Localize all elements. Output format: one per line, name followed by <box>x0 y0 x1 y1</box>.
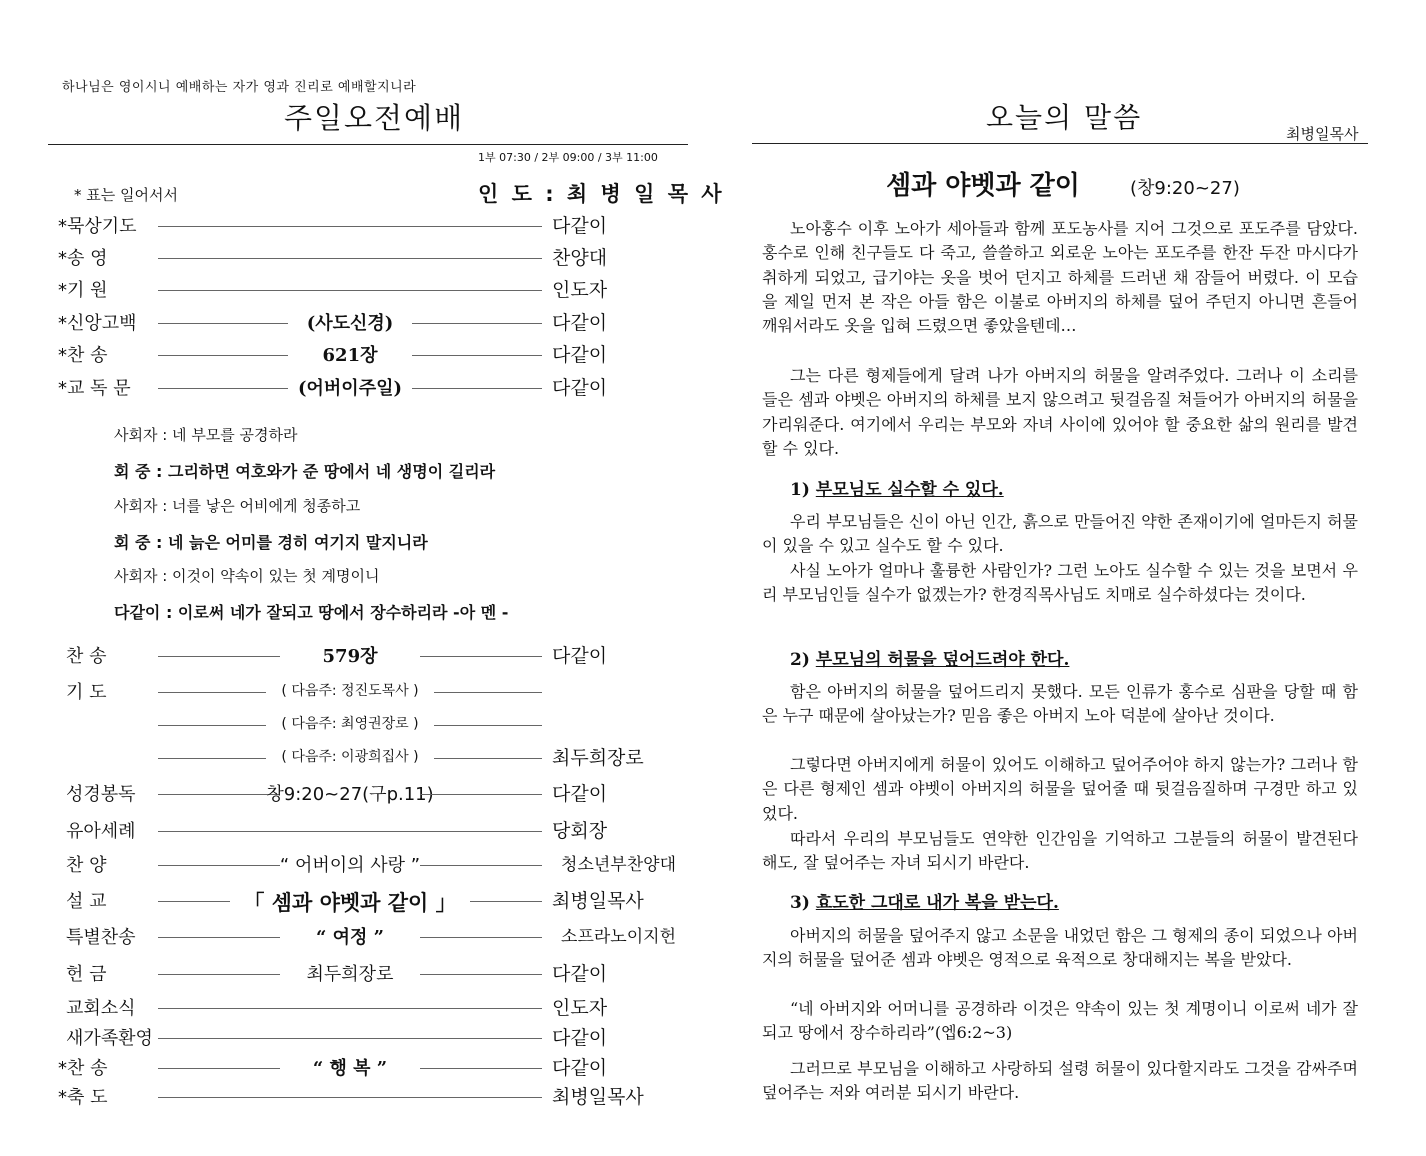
leader-dots <box>420 974 542 975</box>
order-label: 새가족환영 <box>66 1028 153 1049</box>
order-item: “ 행 복 ” <box>312 1058 388 1079</box>
responsive-line: 사회자 : 네 부모를 공경하라 <box>114 426 298 444</box>
leader-dots <box>158 226 542 227</box>
order-leader: 다같이 <box>552 215 608 237</box>
leader-dots <box>158 258 542 259</box>
order-leader: 당회장 <box>552 820 608 842</box>
leader-dots <box>470 901 542 902</box>
order-leader: 인도자 <box>552 997 608 1019</box>
responsive-line: 사회자 : 이것이 약속이 있는 첫 계명이니 <box>114 567 380 585</box>
leader-dots <box>412 323 542 324</box>
order-item: 창9:20~27(구p.11) <box>266 784 434 805</box>
order-leader: 인도자 <box>552 279 608 301</box>
point-number: 3) <box>790 893 810 913</box>
order-label: *교 독 문 <box>58 378 131 399</box>
order-item: 621장 <box>322 345 378 366</box>
leader-dots <box>158 937 280 938</box>
service-times: 1부 07:30 / 2부 09:00 / 3부 11:00 <box>478 151 658 164</box>
order-item: ( 다음주: 이광희집사 ) <box>281 749 419 765</box>
leader-dots <box>158 758 266 759</box>
order-label: 유아세례 <box>66 821 136 842</box>
order-label: 찬 송 <box>66 646 107 667</box>
order-item: 최두희장로 <box>306 964 394 985</box>
order-label: 교회소식 <box>66 998 136 1019</box>
leader-dots <box>158 692 266 693</box>
leader-dots <box>434 758 542 759</box>
responsive-line: 회 중 : 그리하면 여호와가 준 땅에서 네 생명이 길리라 <box>114 462 496 481</box>
order-label: *신앙고백 <box>58 313 137 334</box>
standing-note: * 표는 일어서서 <box>74 186 178 204</box>
leader-dots <box>158 323 288 324</box>
responsive-line: 다같이 : 이로써 네가 잘되고 땅에서 장수하리라 -아 멘 - <box>114 603 509 622</box>
message-title: 오늘의 말씀 <box>986 101 1143 134</box>
responsive-line: 회 중 : 네 늙은 어미를 경히 여기지 말지니라 <box>114 533 428 552</box>
paragraph: 그는 다른 형제들에게 달려 나가 아버지의 허물을 알려주었다. 그러나 이 소리를 들은 셈과 야벳은 아버지의 하체를 보지 않으려고 뒷걸음질 쳐들어가 아버지의 허물을 가리워준다. 여기에서 우리는 부모와 자녀 사이에 있어야 할 중요한 삶의 원리를 발견할 수 있다. <box>762 366 1358 458</box>
leader-dots <box>420 1068 542 1069</box>
order-item: ( 다음주: 정진도목사 ) <box>281 683 419 699</box>
leader-dots <box>434 692 542 693</box>
leader-dots <box>158 355 288 356</box>
paragraph: “네 아버지와 어머니를 공경하라 이것은 약속이 있는 첫 계명이니 이로써 네가 잘되고 땅에서 장수하리라”(엡6:2~3) <box>762 999 1358 1043</box>
leader-line: 인 도 : 최 병 일 목 사 <box>478 182 725 206</box>
point-number: 2) <box>790 650 810 670</box>
leader-dots <box>158 388 288 389</box>
order-leader: 최병일목사 <box>552 1086 644 1108</box>
order-leader: 다같이 <box>552 783 608 805</box>
order-label: *찬 송 <box>58 1058 108 1079</box>
sermon-reference: (창9:20~27) <box>1130 178 1240 199</box>
paragraph: 따라서 우리의 부모님들도 연약한 인간임을 기억하고 그분들의 허물이 발견된다 해도, 잘 덮어주는 자녀 되시기 바란다. <box>762 829 1358 873</box>
leader-dots <box>158 656 280 657</box>
order-label: 기 도 <box>66 682 107 703</box>
leader-dots <box>158 1068 280 1069</box>
leader-dots <box>158 1008 542 1009</box>
leader-dots <box>412 355 542 356</box>
leader-dots <box>420 937 542 938</box>
order-leader: 소프라노이지헌 <box>561 927 676 947</box>
sermon-title: 셈과 야벳과 같이 <box>886 171 1080 201</box>
point-text: 효도한 그대로 내가 복을 받는다. <box>815 893 1059 913</box>
leader-dots <box>158 290 542 291</box>
order-label: *묵상기도 <box>58 216 137 237</box>
point-number: 1) <box>790 480 810 500</box>
point-heading <box>790 888 1059 913</box>
order-item: 「 셈과 야벳과 같이 」 <box>243 890 457 915</box>
leader-dots <box>158 725 266 726</box>
order-leader: 찬양대 <box>552 247 608 269</box>
leader-dots <box>420 794 542 795</box>
order-leader: 다같이 <box>552 344 608 366</box>
paragraph: 노아홍수 이후 노아가 세아들과 함께 포도농사를 지어 그것으로 포도주를 담았다. 홍수로 인해 친구들도 다 죽고, 쓸쓸하고 외로운 노아는 포도주를 한잔 두잔 마시다가 취하게 되었고, 급기야는 옷을 벗어 던지고 하체를 드러낸 채 잠들어 버렸다. 이 모습을 제일 먼저 본 작은 아들 함은 이불로 아버지의 하체를 덮어 주던지 아니면 흔들어 깨워서라도 옷을 입혀 드렸으면 좋았을텐데… <box>762 219 1358 336</box>
order-leader: 청소년부찬양대 <box>561 855 676 875</box>
order-item: (어버이주일) <box>298 378 402 399</box>
point-heading <box>790 475 1004 500</box>
motto: 하나님은 영이시니 예배하는 자가 영과 진리로 예배할지니라 <box>62 80 417 95</box>
leader-dots <box>158 974 280 975</box>
leader-dots <box>420 865 542 866</box>
leader-dots <box>434 725 542 726</box>
order-label: 설 교 <box>66 891 107 912</box>
preacher: 최병일목사 <box>1286 125 1359 143</box>
order-label: *찬 송 <box>58 345 108 366</box>
leader-dots <box>158 831 542 832</box>
paragraph: 사실 노아가 얼마나 훌륭한 사람인가? 그런 노아도 실수할 수 있는 것을 보면서 우리 부모님인들 실수가 없겠는가? 한경직목사님도 치매로 실수하셨다는 것이다. <box>762 561 1358 605</box>
order-leader: 다같이 <box>552 1027 608 1049</box>
paragraph: 그렇다면 아버지에게 허물이 있어도 이해하고 덮어주어야 하지 않는가? 그러나 함은 다른 형제인 셈과 야벳이 아버지의 허물을 덮어줄 때 뒷걸음질하며 구경만 하고 있었다. <box>762 755 1358 823</box>
order-item: 579장 <box>322 646 378 667</box>
responsive-line: 사회자 : 너를 낳은 어비에게 청종하고 <box>114 497 361 515</box>
order-item: “ 여정 ” <box>315 927 385 948</box>
order-label: 찬 양 <box>66 855 107 876</box>
order-label: *축 도 <box>58 1087 108 1108</box>
order-label: *송 영 <box>58 248 108 269</box>
paragraph: 아버지의 허물을 덮어주지 않고 소문을 내었던 함은 그 형제의 종이 되었으나 아버지의 허물을 덮어준 셈과 야벳은 영적으로 육적으로 창대해지는 복을 받았다. <box>762 926 1358 970</box>
leader-dots <box>158 1097 542 1098</box>
order-label: *기 원 <box>58 280 108 301</box>
paragraph: 그러므로 부모님을 이해하고 사랑하되 설령 허물이 있다할지라도 그것을 감싸주며 덮어주는 저와 여러분 되시기 바란다. <box>762 1059 1358 1103</box>
paragraph: 우리 부모님들은 신이 아닌 인간, 흙으로 만들어진 약한 존재이기에 얼마든지 허물이 있을 수 있고 실수도 할 수 있다. <box>762 512 1358 556</box>
order-label: 헌 금 <box>66 964 107 985</box>
order-leader: 다같이 <box>552 963 608 985</box>
order-item: ( 다음주: 최영권장로 ) <box>281 716 419 732</box>
service-title: 주일오전예배 <box>284 101 465 135</box>
point-text: 부모님의 허물을 덮어드려야 한다. <box>815 650 1070 670</box>
leader-dots <box>158 865 280 866</box>
paragraph: 함은 아버지의 허물을 덮어드리지 못했다. 모든 인류가 홍수로 심판을 당할 때 함은 누구 때문에 살아났는가? 믿음 좋은 아버지 노아 덕분에 살아난 것이다. <box>762 682 1358 726</box>
leader-dots <box>420 656 542 657</box>
order-leader: 다같이 <box>552 645 608 667</box>
point-heading <box>790 645 1069 670</box>
divider <box>48 144 688 145</box>
order-leader: 다같이 <box>552 312 608 334</box>
order-label: 특별찬송 <box>66 927 136 948</box>
leader-dots <box>412 388 542 389</box>
order-item: “ 어버이의 사랑 ” <box>279 855 421 876</box>
divider <box>752 143 1368 144</box>
order-leader: 최병일목사 <box>552 890 644 912</box>
order-label: 성경봉독 <box>66 784 136 805</box>
order-leader: 다같이 <box>552 377 608 399</box>
order-item: (사도신경) <box>306 313 394 334</box>
leader-dots <box>158 901 230 902</box>
order-leader: 최두희장로 <box>552 747 644 769</box>
leader-dots <box>158 1038 542 1039</box>
order-leader: 다같이 <box>552 1057 608 1079</box>
leader-dots <box>158 794 280 795</box>
point-text: 부모님도 실수할 수 있다. <box>815 480 1004 500</box>
